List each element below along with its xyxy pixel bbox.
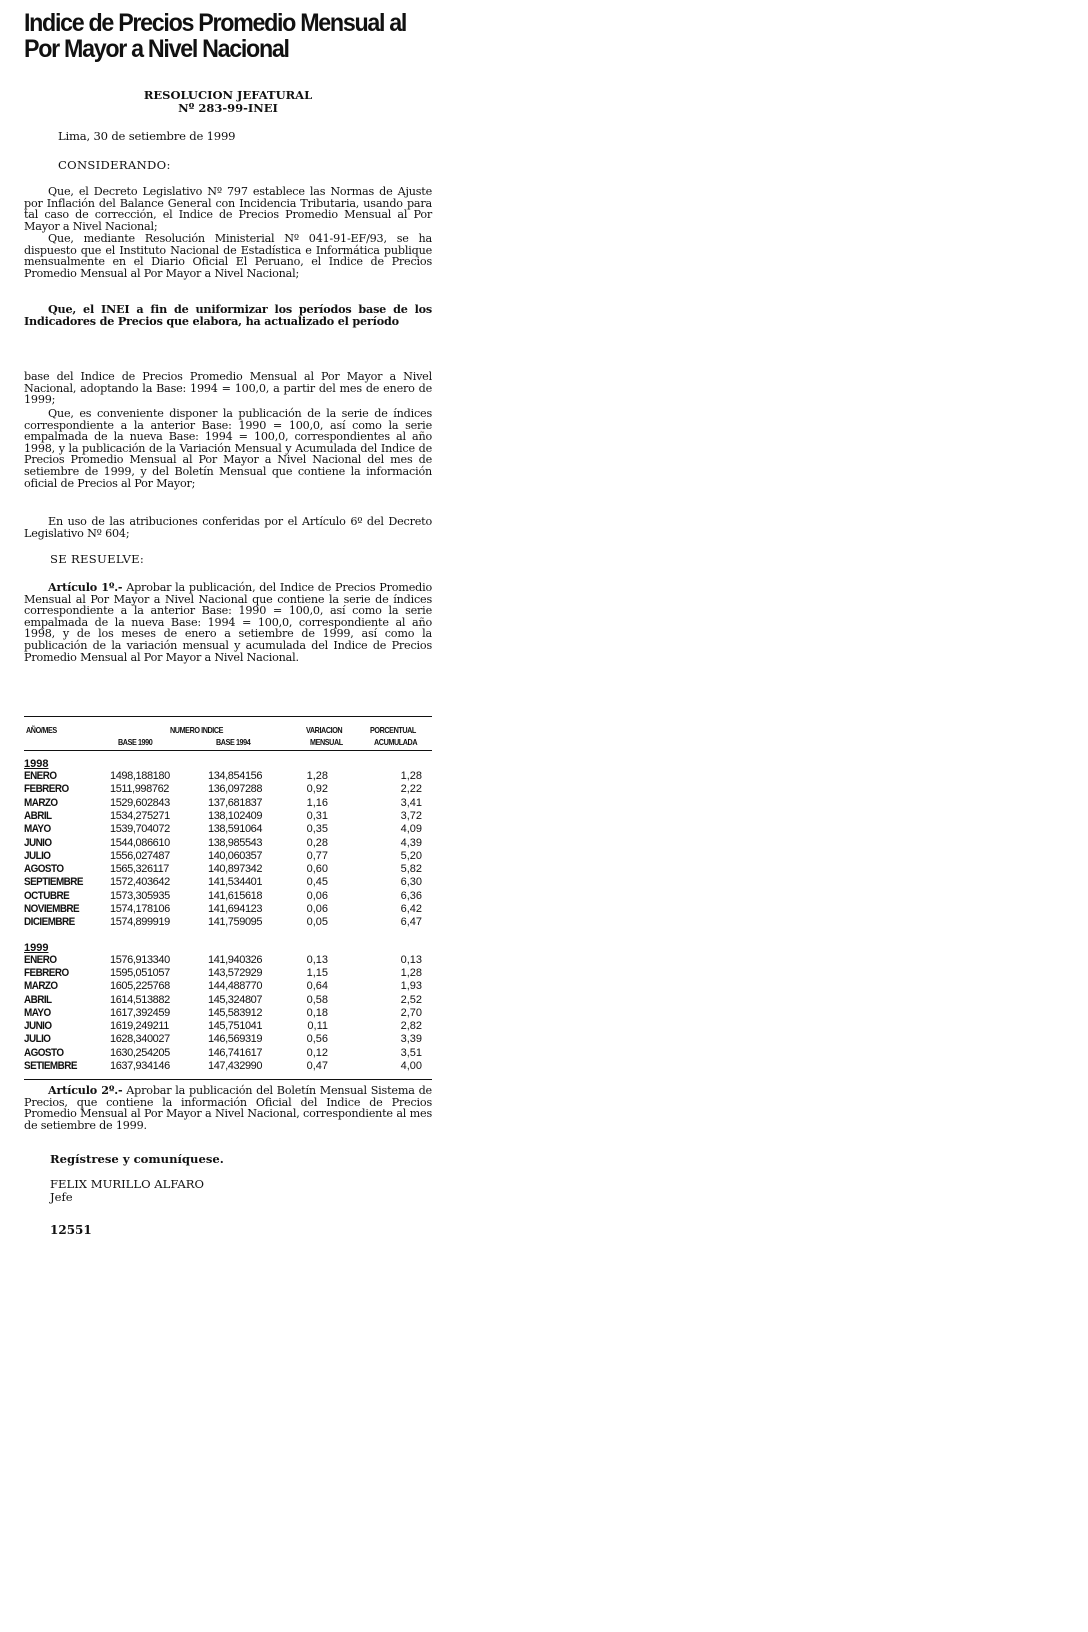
table-row <box>24 994 432 1007</box>
base1990-cell: 1628,340027 <box>110 1033 170 1046</box>
base1994-cell: 137,681837 <box>208 796 263 809</box>
variation-monthly-cell: 1,28 <box>306 770 328 782</box>
month-cell: FEBRERO <box>24 783 69 796</box>
month-cell: ABRIL <box>24 993 52 1006</box>
header-porcentual: PORCENTUAL <box>370 725 416 735</box>
document-number: 12551 <box>50 1223 92 1237</box>
page-title <box>24 10 424 62</box>
month-cell: ENERO <box>24 770 57 782</box>
month-cell: JUNIO <box>24 836 52 849</box>
base1994-cell: 141,759095 <box>208 916 263 929</box>
article-1-text: Aprobar la publicación, del Indice de Precios Promedio Mensual al Por Mayor a Nivel Nacional que contiene la serie de índices correspondiente a la anterior Base: 1990 = 100,0, así como la serie empalmada de la nueva Base: 1994 = 100,0, correspondiente al año 1998, y de los meses de enero a setiembre de 1999, así como la publicación de la variación mensual y acumulada del Indice de Precios Promedio Mensual al Por Mayor a Nivel Nacional. <box>24 581 432 664</box>
se-resuelve-heading: SE RESUELVE: <box>50 552 145 566</box>
month-cell: JULIO <box>24 1033 51 1046</box>
variation-cumulative-cell: 5,20 <box>400 849 422 862</box>
base1990-cell: 1605,225768 <box>110 980 170 993</box>
variation-cumulative-cell: 4,00 <box>400 1060 422 1072</box>
table-row <box>24 1060 432 1073</box>
table-row <box>24 903 432 916</box>
base1994-cell: 146,569319 <box>208 1033 263 1046</box>
paragraph-3b: base del Indice de Precios Promedio Mensual al Por Mayor a Nivel Nacional, adoptando la Base: 1994 = 100,0, a partir del mes de enero de 1999; <box>24 370 432 407</box>
month-cell: SEPTIEMBRE <box>24 876 83 889</box>
base1990-cell: 1511,998762 <box>110 783 170 796</box>
article-1 <box>24 582 432 663</box>
title-line-2: Por Mayor a Nivel Nacional <box>24 35 289 63</box>
variation-cumulative-cell: 3,51 <box>400 1046 422 1059</box>
base1994-cell: 140,897342 <box>208 863 263 876</box>
base1994-cell: 141,615618 <box>208 889 263 902</box>
table-row <box>24 850 432 863</box>
base1990-cell: 1534,275271 <box>110 809 170 822</box>
base1990-cell: 1529,602843 <box>110 796 170 809</box>
variation-monthly-cell: 1,16 <box>306 796 328 809</box>
table-row <box>24 980 432 993</box>
variation-cumulative-cell: 4,39 <box>400 836 422 849</box>
month-cell: MARZO <box>24 796 58 809</box>
resolution-heading: RESOLUCION JEFATURAL <box>143 88 313 102</box>
table-row <box>24 876 432 889</box>
year-heading: 1998 <box>24 758 49 770</box>
table-bottom-rule <box>24 1079 432 1080</box>
month-cell: ENERO <box>24 953 57 966</box>
base1994-cell: 138,985543 <box>208 836 263 849</box>
variation-cumulative-cell: 2,22 <box>400 783 422 796</box>
paragraph-5: En uso de las atribuciones conferidas por el Artículo 6º del Decreto Legislativo Nº 604; <box>24 515 432 540</box>
variation-cumulative-cell: 0,13 <box>400 953 422 966</box>
header-base1994: BASE 1994 <box>216 737 251 747</box>
base1994-cell: 147,432990 <box>208 1060 263 1072</box>
variation-cumulative-cell: 6,42 <box>400 903 422 915</box>
variation-monthly-cell: 0,64 <box>306 980 328 993</box>
table-row <box>24 1020 432 1033</box>
variation-cumulative-cell: 6,47 <box>400 916 422 929</box>
month-cell: OCTUBRE <box>24 889 70 902</box>
header-mensual: MENSUAL <box>310 737 343 747</box>
variation-monthly-cell: 0,56 <box>306 1033 328 1046</box>
base1990-cell: 1637,934146 <box>110 1060 170 1072</box>
base1994-cell: 136,097288 <box>208 783 263 796</box>
base1994-cell: 144,488770 <box>208 980 263 993</box>
variation-cumulative-cell: 2,82 <box>400 1020 422 1033</box>
base1994-cell: 138,591064 <box>208 823 263 836</box>
article-2-label: Artículo 2º.- <box>48 1083 123 1097</box>
base1990-cell: 1573,305935 <box>110 889 170 902</box>
table-row <box>24 916 432 929</box>
table-row <box>24 770 432 783</box>
variation-monthly-cell: 0,31 <box>306 809 328 822</box>
article-2-text: Aprobar la publicación del Boletín Mensual Sistema de Precios, que contiene la información Oficial del Indice de Precios Promedio Mensual al Por Mayor a Nivel Nacional, correspondiente al mes de setiembre de 1999. <box>24 1084 432 1132</box>
header-anomes: AÑO/MES <box>26 725 57 735</box>
variation-monthly-cell: 0,47 <box>306 1060 328 1072</box>
variation-cumulative-cell: 6,30 <box>400 876 422 889</box>
base1990-cell: 1614,513882 <box>110 993 170 1006</box>
table-row <box>24 823 432 836</box>
variation-monthly-cell: 0,45 <box>306 876 328 889</box>
variation-monthly-cell: 0,12 <box>306 1046 328 1059</box>
variation-cumulative-cell: 1,28 <box>400 770 422 782</box>
header-acumulada: ACUMULADA <box>374 737 418 747</box>
place-date: Lima, 30 de setiembre de 1999 <box>58 129 236 143</box>
variation-monthly-cell: 0,92 <box>306 783 328 796</box>
table-row <box>24 967 432 980</box>
variation-cumulative-cell: 3,41 <box>400 796 422 809</box>
month-cell: ABRIL <box>24 809 52 822</box>
resolution-number: Nº 283-99-INEI <box>178 101 278 115</box>
header-numero-indice: NUMERO INDICE <box>170 725 224 735</box>
base1994-cell: 141,694123 <box>208 903 263 915</box>
base1990-cell: 1595,051057 <box>110 966 170 979</box>
variation-cumulative-cell: 1,28 <box>400 966 422 979</box>
month-cell: AGOSTO <box>24 863 64 876</box>
table-top-rule <box>24 716 432 717</box>
base1990-cell: 1539,704072 <box>110 823 170 836</box>
table-row <box>24 783 432 796</box>
base1990-cell: 1572,403642 <box>110 876 170 889</box>
variation-monthly-cell: 0,06 <box>306 889 328 902</box>
variation-cumulative-cell: 5,82 <box>400 863 422 876</box>
month-cell: MAYO <box>24 1006 51 1019</box>
variation-monthly-cell: 0,60 <box>306 863 328 876</box>
paragraph-3a: Que, el INEI a fin de uniformizar los períodos base de los Indicadores de Precios que elabora, ha actualizado el período <box>24 302 432 328</box>
base1990-cell: 1576,913340 <box>110 953 170 966</box>
variation-monthly-cell: 0,13 <box>306 953 328 966</box>
paragraph-2: Que, mediante Resolución Ministerial Nº 041-91-EF/93, se ha dispuesto que el Instituto Nacional de Estadística e Informática publique mensualmente en el Diario Oficial El Peruano, el Indice de Precios Promedio Mensual al Por Mayor a Nivel Nacional; <box>24 232 432 280</box>
header-base1990: BASE 1990 <box>118 737 153 747</box>
variation-monthly-cell: 1,15 <box>306 966 328 979</box>
base1994-cell: 146,741617 <box>208 1046 263 1059</box>
variation-cumulative-cell: 6,36 <box>400 889 422 902</box>
table-header-rule <box>24 750 432 751</box>
month-cell: MARZO <box>24 980 58 993</box>
base1994-cell: 140,060357 <box>208 849 263 862</box>
table-row <box>24 890 432 903</box>
table-row <box>24 863 432 876</box>
variation-cumulative-cell: 3,39 <box>400 1033 422 1046</box>
month-cell: NOVIEMBRE <box>24 903 80 915</box>
base1994-cell: 145,324807 <box>208 993 263 1006</box>
table-row <box>24 1047 432 1060</box>
variation-cumulative-cell: 4,09 <box>400 823 422 836</box>
month-cell: JUNIO <box>24 1020 52 1033</box>
variation-cumulative-cell: 2,70 <box>400 1006 422 1019</box>
article-1-label: Artículo 1º.- <box>48 580 123 594</box>
variation-monthly-cell: 0,35 <box>306 823 328 836</box>
header-variacion: VARIACION <box>306 725 343 735</box>
base1994-cell: 141,940326 <box>208 953 263 966</box>
month-cell: SETIEMBRE <box>24 1060 77 1072</box>
base1994-cell: 145,583912 <box>208 1006 263 1019</box>
variation-cumulative-cell: 3,72 <box>400 809 422 822</box>
title-line-1: Indice de Precios Promedio Mensual al <box>24 9 407 37</box>
month-cell: DICIEMBRE <box>24 916 75 929</box>
variation-cumulative-cell: 1,93 <box>400 980 422 993</box>
base1994-cell: 141,534401 <box>208 876 263 889</box>
paragraph-1: Que, el Decreto Legislativo Nº 797 establece las Normas de Ajuste por Inflación del Balance General con Incidencia Tributaria, usando para tal caso de corrección, el Indice de Precios Promedio Mensual al Por Mayor a Nivel Nacional; <box>24 185 432 233</box>
variation-monthly-cell: 0,77 <box>306 849 328 862</box>
base1994-cell: 143,572929 <box>208 966 263 979</box>
article-2 <box>24 1085 432 1131</box>
base1994-cell: 145,751041 <box>208 1020 263 1033</box>
variation-monthly-cell: 0,58 <box>306 993 328 1006</box>
year-heading: 1999 <box>24 941 49 954</box>
base1994-cell: 134,854156 <box>208 770 263 782</box>
base1990-cell: 1544,086610 <box>110 836 170 849</box>
base1990-cell: 1498,188180 <box>110 770 170 782</box>
paragraph-4: Que, es conveniente disponer la publicación de la serie de índices correspondiente a la anterior Base: 1990 = 100,0, así como la serie empalmada de la nueva Base: 1994 = 100,0, correspondientes al año 1998, y la publicación de la Variación Mensual y Acumulada del Indice de Precios Promedio Mensual al Por Mayor a Nivel Nacional del mes de setiembre de 1999, y del Boletín Mensual que contiene la información oficial de Precios al Por Mayor; <box>24 407 432 490</box>
month-cell: FEBRERO <box>24 966 69 979</box>
table-row <box>24 797 432 810</box>
variation-monthly-cell: 0,05 <box>306 916 328 929</box>
base1990-cell: 1574,899919 <box>110 916 170 929</box>
base1990-cell: 1574,178106 <box>110 903 170 915</box>
table-row <box>24 1007 432 1020</box>
variation-cumulative-cell: 2,52 <box>400 993 422 1006</box>
base1990-cell: 1630,254205 <box>110 1046 170 1059</box>
table-row <box>24 837 432 850</box>
variation-monthly-cell: 0,11 <box>307 1020 328 1033</box>
variation-monthly-cell: 0,18 <box>306 1006 328 1019</box>
base1994-cell: 138,102409 <box>208 809 263 822</box>
considerando-heading: CONSIDERANDO: <box>58 158 171 172</box>
base1990-cell: 1565,326117 <box>110 863 170 876</box>
table-row <box>24 1033 432 1046</box>
closing-text: Regístrese y comuníquese. <box>50 1152 224 1166</box>
month-cell: MAYO <box>24 823 51 836</box>
month-cell: AGOSTO <box>24 1046 64 1059</box>
base1990-cell: 1619,249211 <box>110 1020 170 1033</box>
variation-monthly-cell: 0,28 <box>306 836 328 849</box>
signatory-role: Jefe <box>50 1190 73 1204</box>
signatory-name: FELIX MURILLO ALFARO <box>50 1177 204 1191</box>
table-row <box>24 954 432 967</box>
variation-monthly-cell: 0,06 <box>306 903 328 915</box>
base1990-cell: 1617,392459 <box>110 1006 170 1019</box>
base1990-cell: 1556,027487 <box>110 849 170 862</box>
table-row <box>24 810 432 823</box>
month-cell: JULIO <box>24 849 51 862</box>
